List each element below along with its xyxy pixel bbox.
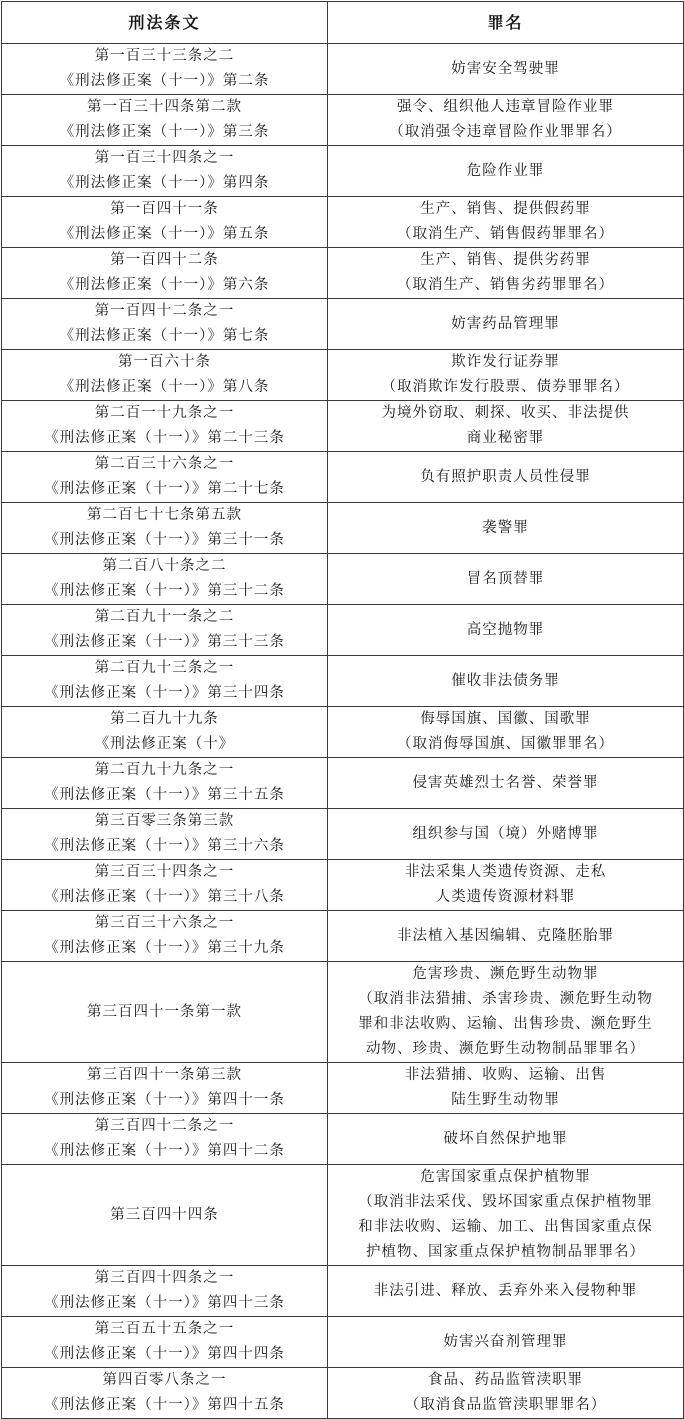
crime-name-cell: [328, 809, 684, 860]
crime-name-cell: [328, 860, 684, 911]
crime-name-line: （取消生产、销售假药罪罪名）: [397, 226, 614, 242]
article-cell: [2, 1114, 328, 1165]
table-body: [2, 44, 684, 1419]
crime-name-cell: [328, 503, 684, 554]
article-line: 第二百九十九条: [110, 711, 219, 727]
crime-name-line: 危害国家重点保护植物罪: [420, 1169, 591, 1185]
article-line: 《刑法修正案（十一）》第三十四条: [44, 685, 285, 701]
article-line: 《刑法修正案（十一）》第三十五条: [44, 787, 285, 803]
article-line: 《刑法修正案（十一）》第四十一条: [44, 1092, 285, 1108]
article-line: 第三百三十四条之一: [94, 864, 235, 880]
crime-name-cell: [328, 452, 684, 503]
article-line: 第二百九十一条之二: [94, 609, 235, 625]
crime-name-cell: [328, 401, 684, 452]
table-row: [2, 1114, 684, 1165]
article-line: 《刑法修正案（十》: [94, 736, 235, 752]
crime-name-cell: [328, 95, 684, 146]
table-row: [2, 1063, 684, 1114]
table-row: [2, 758, 684, 809]
crime-name-line: （取消非法采伐、毁坏国家重点保护植物罪: [358, 1194, 653, 1210]
crime-name-line: 护植物、国家重点保护植物制品罪罪名）: [366, 1244, 645, 1260]
article-line: 第二百三十六条之一: [94, 456, 235, 472]
article-cell: [2, 554, 328, 605]
article-cell: [2, 452, 328, 503]
crime-name-cell: [328, 962, 684, 1063]
crime-name-cell: [328, 605, 684, 656]
article-cell: [2, 503, 328, 554]
table-row: [2, 554, 684, 605]
article-line: 第二百七十七条第五款: [87, 507, 242, 523]
crime-name-line: 妨害药品管理罪: [451, 315, 560, 332]
header-crime-name: 罪名: [328, 2, 684, 44]
crime-name-line: 危险作业罪: [466, 162, 545, 179]
article-line: 第三百五十五条之一: [94, 1321, 235, 1337]
crime-name-line: 破坏自然保护地罪: [443, 1130, 568, 1147]
table-row: [2, 452, 684, 503]
crime-name-line: 和非法收购、运输、加工、出售国家重点保: [358, 1219, 653, 1235]
article-line: 《刑法修正案（十一）》第六条: [59, 277, 270, 293]
crime-name-line: 强令、组织他人违章冒险作业罪: [397, 99, 614, 115]
article-line: 《刑法修正案（十一）》第四十四条: [44, 1346, 285, 1362]
article-cell: [2, 1266, 328, 1317]
article-line: 第二百九十九条之一: [94, 762, 235, 778]
table-row: [2, 911, 684, 962]
article-cell: [2, 605, 328, 656]
article-line: 第二百一十九条之一: [94, 405, 235, 421]
article-line: 第一百三十三条之二: [94, 48, 235, 64]
article-cell: [2, 401, 328, 452]
article-line: 第三百四十四条之一: [94, 1270, 235, 1286]
article-line: 《刑法修正案（十一）》第二十三条: [44, 430, 285, 446]
article-cell: [2, 350, 328, 401]
table-row: [2, 503, 684, 554]
crime-name-cell: [328, 197, 684, 248]
article-cell: [2, 758, 328, 809]
crime-name-cell: [328, 1266, 684, 1317]
crime-name-line: 非法猎捕、收购、运输、出售: [404, 1067, 607, 1083]
article-line: 《刑法修正案（十一）》第二十七条: [44, 481, 285, 497]
crime-name-line: （取消非法猎捕、杀害珍贵、濒危野生动物: [358, 991, 653, 1007]
table-row: [2, 1266, 684, 1317]
article-cell: [2, 44, 328, 95]
article-cell: [2, 1165, 328, 1266]
article-line: 《刑法修正案（十一）》第四条: [59, 175, 270, 191]
article-line: 第一百六十条: [118, 354, 211, 370]
crime-name-line: 欺诈发行证券罪: [451, 354, 560, 370]
article-line: 第三百零三条第三款: [94, 813, 235, 829]
crime-name-line: 动物、珍贵、濒危野生动物制品罪罪名）: [366, 1041, 645, 1057]
article-line: 《刑法修正案（十一）》第三十三条: [44, 634, 285, 650]
crime-name-line: 侮辱国旗、国徽、国歌罪: [420, 711, 591, 727]
article-line: 《刑法修正案（十一）》第四十五条: [44, 1397, 285, 1413]
article-cell: [2, 197, 328, 248]
article-line: 《刑法修正案（十一）》第四十三条: [44, 1295, 285, 1311]
crime-name-line: 非法采集人类遗传资源、走私: [404, 864, 607, 880]
crime-name-cell: [328, 707, 684, 758]
table-row: [2, 1317, 684, 1368]
table-row: [2, 146, 684, 197]
crime-name-cell: [328, 1165, 684, 1266]
article-line: 第一百四十一条: [110, 201, 219, 217]
crime-table: [1, 1, 684, 1419]
article-line: 第一百三十四条之一: [94, 150, 235, 166]
crime-name-line: 负有照护职责人员性侵罪: [420, 468, 591, 485]
table-row: [2, 707, 684, 758]
crime-name-line: （取消欺诈发行股票、债券罪罪名）: [381, 379, 630, 395]
article-line: 《刑法修正案（十一）》第三十二条: [44, 583, 285, 599]
article-line: 《刑法修正案（十一）》第三十八条: [44, 889, 285, 905]
article-line: 第三百四十一条第一款: [87, 1003, 242, 1020]
table-row: [2, 1165, 684, 1266]
crime-name-line: 组织参与国（境）外赌博罪: [412, 825, 599, 842]
table-row: [2, 350, 684, 401]
table-row: [2, 44, 684, 95]
table-row: [2, 860, 684, 911]
article-line: 《刑法修正案（十一）》第四十二条: [44, 1143, 285, 1159]
crime-name-cell: [328, 44, 684, 95]
crime-name-line: 生产、销售、提供劣药罪: [420, 252, 591, 268]
crime-name-cell: [328, 1063, 684, 1114]
article-line: 第一百四十二条: [110, 252, 219, 268]
crime-name-line: 催收非法债务罪: [451, 672, 560, 689]
table-row: [2, 95, 684, 146]
table-row: [2, 656, 684, 707]
article-cell: [2, 299, 328, 350]
header-article: 刑法条文: [2, 2, 328, 44]
crime-name-cell: [328, 146, 684, 197]
crime-name-cell: [328, 911, 684, 962]
article-line: 第一百四十二条之一: [94, 303, 235, 319]
article-line: 《刑法修正案（十一）》第八条: [59, 379, 270, 395]
crime-name-cell: [328, 1368, 684, 1419]
article-line: 《刑法修正案（十一）》第三条: [59, 124, 270, 140]
crime-name-line: （取消食品监管渎职罪罪名）: [404, 1397, 607, 1413]
table-row: [2, 605, 684, 656]
article-line: 第三百四十四条: [110, 1206, 219, 1223]
article-cell: [2, 656, 328, 707]
article-line: 《刑法修正案（十一）》第五条: [59, 226, 270, 242]
crime-name-line: 生产、销售、提供假药罪: [420, 201, 591, 217]
crime-name-cell: [328, 554, 684, 605]
crime-name-line: 袭警罪: [482, 519, 529, 536]
article-cell: [2, 1368, 328, 1419]
article-line: 第三百四十二条之一: [94, 1118, 235, 1134]
article-cell: [2, 1063, 328, 1114]
article-cell: [2, 911, 328, 962]
article-cell: [2, 248, 328, 299]
table-row: [2, 248, 684, 299]
article-line: 《刑法修正案（十一）》第三十一条: [44, 532, 285, 548]
article-line: 第四百零八条之一: [102, 1372, 227, 1388]
article-line: 第三百三十六条之一: [94, 915, 235, 931]
crime-name-line: 妨害兴奋剂管理罪: [443, 1333, 568, 1350]
crime-name-line: 食品、药品监管渎职罪: [428, 1372, 583, 1388]
table-row: [2, 299, 684, 350]
crime-name-line: 为境外窃取、刺探、收买、非法提供: [381, 405, 630, 421]
crime-name-cell: [328, 656, 684, 707]
crime-name-cell: [328, 1114, 684, 1165]
crime-name-line: 高空抛物罪: [466, 621, 545, 638]
crime-name-cell: [328, 248, 684, 299]
article-cell: [2, 95, 328, 146]
article-cell: [2, 860, 328, 911]
article-cell: [2, 1317, 328, 1368]
crime-name-line: 非法植入基因编辑、克隆胚胎罪: [397, 927, 614, 944]
crime-name-line: （取消强令违章冒险作业罪罪名）: [389, 124, 622, 140]
article-cell: [2, 707, 328, 758]
article-line: 第二百八十条之二: [102, 558, 227, 574]
article-line: 第三百四十一条第三款: [87, 1067, 242, 1083]
article-line: 《刑法修正案（十一）》第七条: [59, 328, 270, 344]
crime-name-line: 危害珍贵、濒危野生动物罪: [412, 966, 599, 982]
article-line: 《刑法修正案（十一）》第三十六条: [44, 838, 285, 854]
article-line: 《刑法修正案（十一）》第三十九条: [44, 940, 285, 956]
crime-name-line: （取消侮辱国旗、国徽罪罪名）: [397, 736, 614, 752]
table-row: [2, 1368, 684, 1419]
crime-name-line: 罪和非法收购、运输、出售珍贵、濒危野生: [358, 1016, 653, 1032]
table-row: [2, 401, 684, 452]
article-cell: [2, 962, 328, 1063]
table-row: [2, 809, 684, 860]
crime-name-cell: [328, 1317, 684, 1368]
crime-name-cell: [328, 758, 684, 809]
article-cell: [2, 146, 328, 197]
crime-name-line: 陆生野生动物罪: [451, 1092, 560, 1108]
crime-name-line: 商业秘密罪: [466, 430, 545, 446]
crime-name-line: （取消生产、销售劣药罪罪名）: [397, 277, 614, 293]
crime-name-line: 冒名顶替罪: [466, 570, 545, 587]
article-line: 第二百九十三条之一: [94, 660, 235, 676]
article-line: 《刑法修正案（十一）》第二条: [59, 73, 270, 89]
article-line: 第一百三十四条第二款: [87, 99, 242, 115]
crime-name-line: 非法引进、释放、丢弃外来入侵物种罪: [373, 1282, 638, 1299]
table-row: [2, 197, 684, 248]
table-row: [2, 962, 684, 1063]
crime-name-line: 妨害安全驾驶罪: [451, 60, 560, 77]
crime-name-cell: [328, 350, 684, 401]
crime-name-line: 侵害英雄烈士名誉、荣誉罪: [412, 774, 599, 791]
article-cell: [2, 809, 328, 860]
table-header-row: [2, 2, 684, 44]
crime-name-cell: [328, 299, 684, 350]
crime-name-line: 人类遗传资源材料罪: [435, 889, 576, 905]
